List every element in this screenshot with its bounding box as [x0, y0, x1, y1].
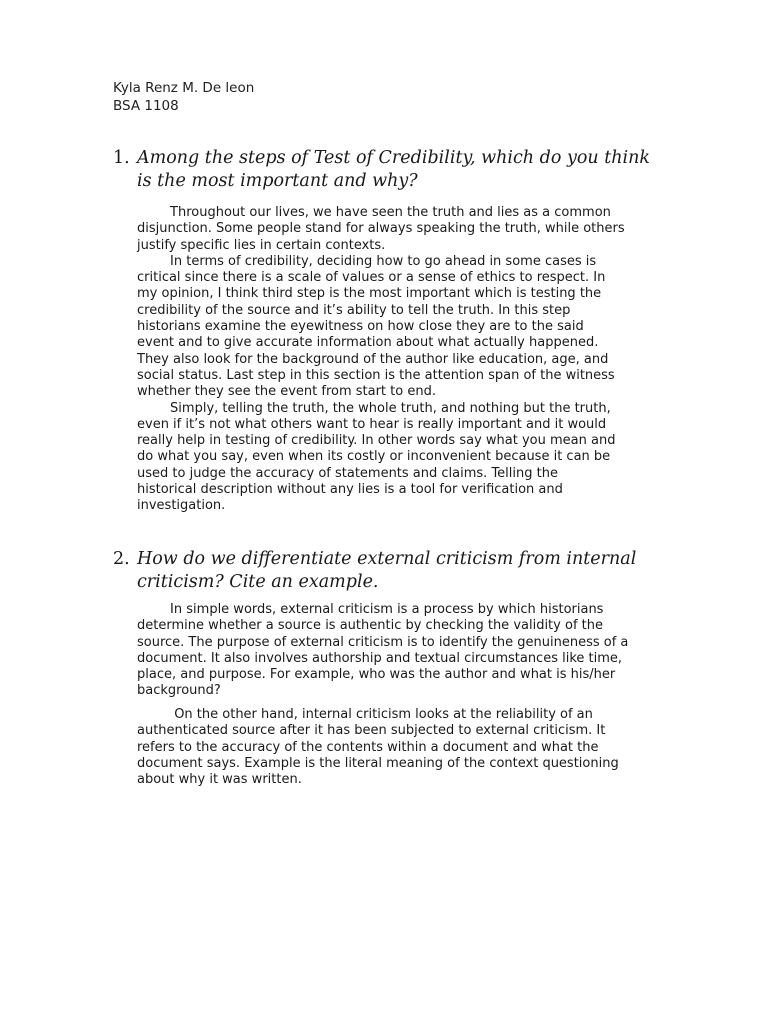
answer-2-p2-line: about why it was written. — [137, 772, 302, 788]
answer-1-line: really help in testing of credibility. In other words say what you mean and — [137, 433, 616, 449]
answer-1-line: used to judge the accuracy of statements and claims. Telling the — [137, 465, 558, 481]
question-2-number: 2. — [113, 549, 130, 569]
answer-1-line: critical since there is a scale of values or a sense of ethics to respect. In — [137, 270, 606, 286]
answer-1-line: In terms of credibility, deciding how to go ahead in some cases is — [137, 253, 597, 269]
answer-1-line: credibility of the source and it’s ability to tell the truth. In this step — [137, 302, 571, 318]
answer-1-line: whether they see the event from start to end. — [137, 384, 436, 400]
answer-1-line: justify specific lies in certain contexts. — [137, 237, 386, 253]
answer-1-line: social status. Last step in this section is the attention span of the witness — [137, 367, 615, 383]
answer-2-paragraph-2 — [137, 707, 677, 788]
answer-1-paragraph — [137, 205, 677, 515]
answer-1-line: disjunction. Some people stand for always speaking the truth, while others — [137, 221, 625, 237]
answer-1-line: historical description without any lies is a tool for verification and — [137, 482, 563, 498]
question-1-line-1: Among the steps of Test of Credibility, which do you think — [137, 148, 650, 168]
answer-2-p2-line: On the other hand, internal criticism looks at the reliability of an — [137, 707, 593, 722]
answer-1-line: my opinion, I think third step is the most important which is testing the — [137, 286, 602, 302]
answer-2-p2-line: document says. Example is the literal meaning of the context questioning — [137, 755, 619, 771]
answer-1-line: They also look for the background of the author like education, age, and — [137, 351, 609, 367]
answer-1-line: Throughout our lives, we have seen the truth and lies as a common — [137, 205, 611, 220]
question-1-number: 1. — [113, 148, 130, 168]
answer-1-line: investigation. — [137, 498, 226, 514]
question-2 — [113, 548, 693, 594]
answer-2-p1-line: place, and purpose. For example, who was the author and what is his/her — [137, 667, 616, 683]
answer-2-p1-line: source. The purpose of external criticism is to identify the genuineness of a — [137, 634, 629, 650]
answer-2-paragraph-1 — [137, 602, 677, 700]
answer-2-p1-line: determine whether a source is authentic by checking the validity of the — [137, 618, 603, 634]
answer-1-line: do what you say, even when its costly or inconvenient because it can be — [137, 449, 611, 465]
answer-1-line: even if it’s not what others want to hear is really important and it would — [137, 416, 607, 432]
answer-2-p2-line: refers to the accuracy of the contents within a document and what the — [137, 739, 599, 755]
answer-2-p2-line: authenticated source after it has been subjected to external criticism. It — [137, 723, 606, 739]
answer-2-p1-line: In simple words, external criticism is a process by which historians — [137, 602, 604, 617]
author-section: BSA 1108 — [113, 98, 179, 114]
answer-2-p1-line: background? — [137, 683, 221, 699]
answer-2-p1-line: document. It also involves authorship and textual circumstances like time, — [137, 650, 623, 666]
answer-1-line: event and to give accurate information about what actually happened. — [137, 335, 599, 351]
author-name: Kyla Renz M. De leon — [113, 80, 255, 96]
answer-1-line: Simply, telling the truth, the whole truth, and nothing but the truth, — [137, 400, 611, 416]
question-1 — [113, 147, 693, 193]
question-1-line-2: is the most important and why? — [137, 171, 418, 191]
question-2-line-1: How do we differentiate external criticism from internal — [137, 549, 637, 569]
answer-1-line: historians examine the eyewitness on how close they are to the said — [137, 319, 584, 335]
question-2-line-2: criticism? Cite an example. — [137, 572, 379, 592]
